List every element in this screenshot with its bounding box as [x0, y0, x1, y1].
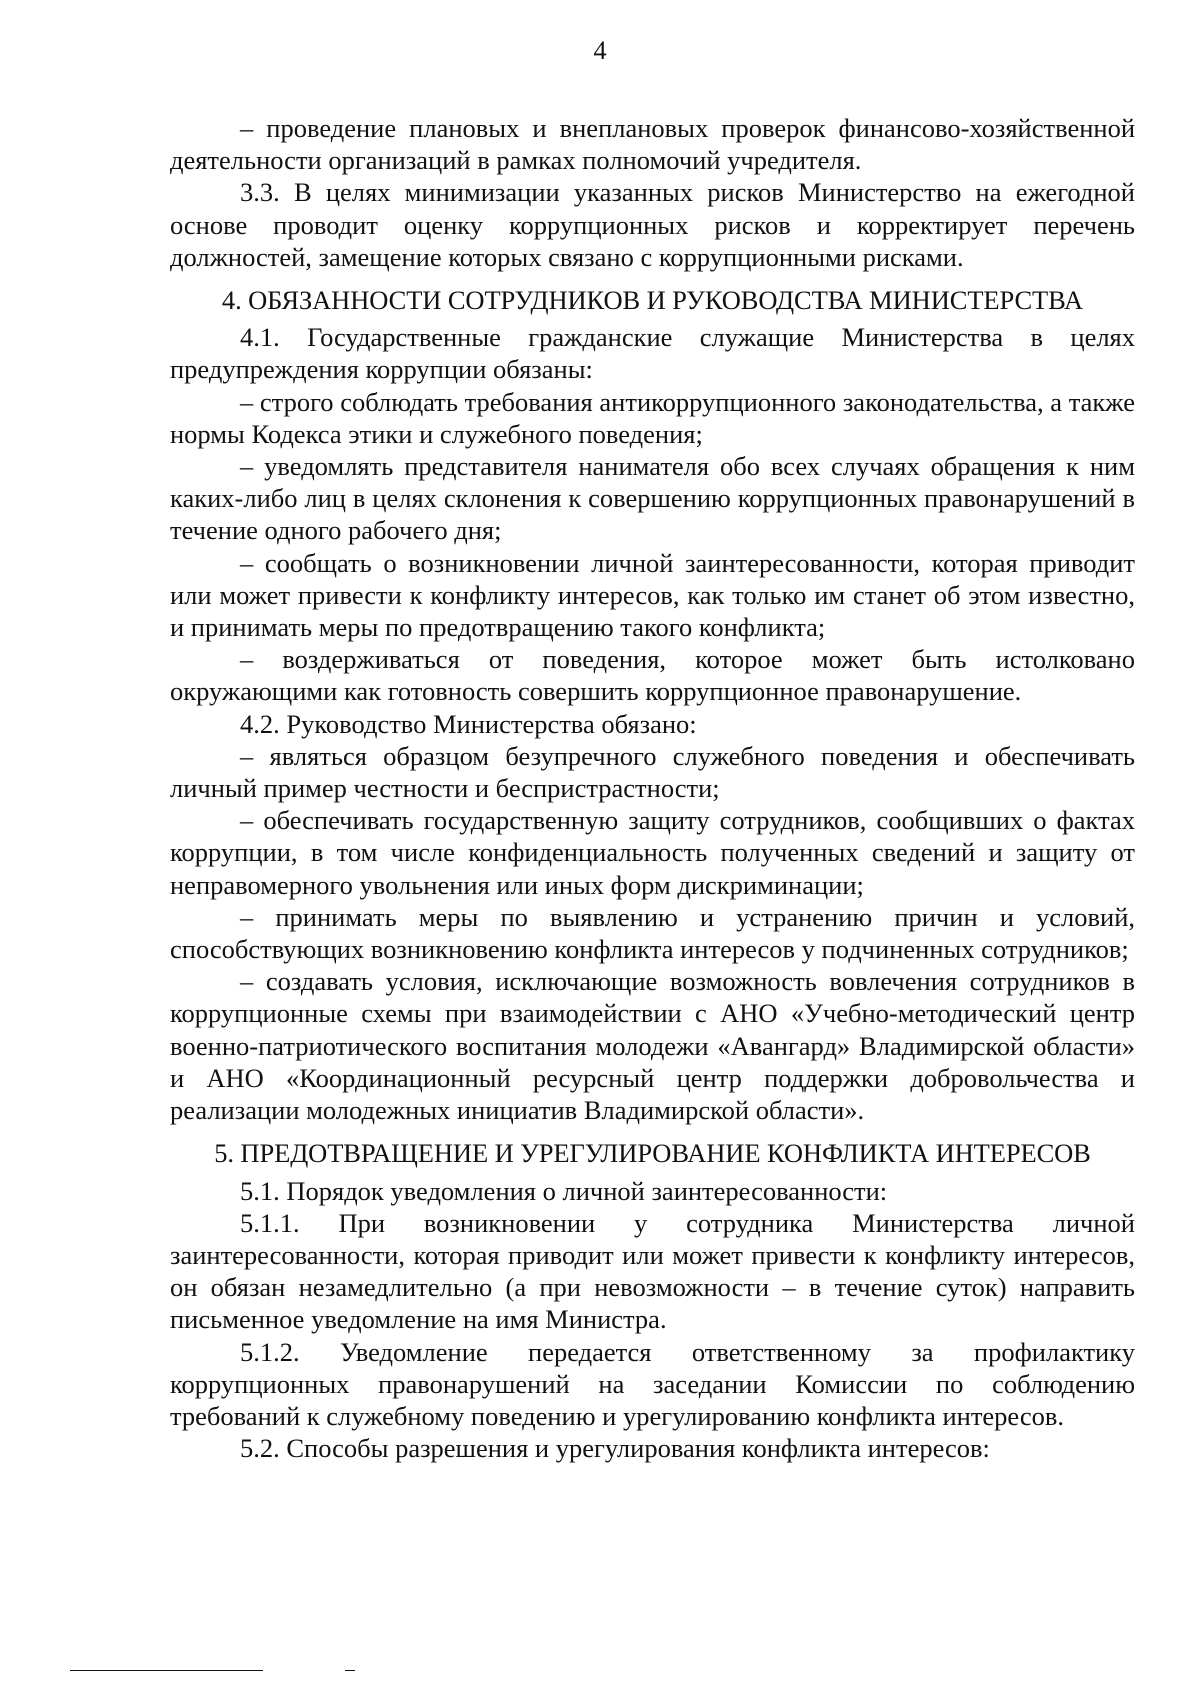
paragraph: – строго соблюдать требования антикоррупционного законодательства, а также нормы Кодекса этики и служебного поведения;	[170, 386, 1135, 449]
paragraph: – сообщать о возникновении личной заинтересованности, которая приводит или может привести к конфликту интересов, как только им станет об этом известно, и принимать меры по предотвращению такого конфликта;	[170, 547, 1135, 643]
paragraph: – обеспечивать государственную защиту сотрудников, сообщивших о фактах коррупции, в том числе конфиденциальность полученных сведений и защиту от неправомерного увольнения или иных форм дискриминации;	[170, 805, 1135, 900]
footer-mark	[345, 1670, 355, 1671]
document-body	[170, 112, 1135, 1464]
paragraph: – создавать условия, исключающие возможность вовлечения сотрудников в коррупционные схемы при взаимодействии с АНО «Учебно-методический центр военно-патриотического воспитания молодежи «Авангард» Владимирской области» и АНО «Координационный ресурсный центр поддержки добровольчества и реализации молодежных инициатив Владимирской области».	[170, 966, 1135, 1126]
page-number: 4	[593, 36, 607, 65]
paragraph: 4.2. Руководство Министерства обязано:	[240, 708, 697, 739]
paragraph: 3.3. В целях минимизации указанных рисков Министерство на ежегодной основе проводит оценку коррупционных рисков и корректирует перечень должностей, замещение которых связано с коррупционными рисками.	[170, 177, 1135, 272]
section-heading: 5. ПРЕДОТВРАЩЕНИЕ И УРЕГУЛИРОВАНИЕ КОНФЛИКТА ИНТЕРЕСОВ	[214, 1138, 1091, 1169]
paragraph: 5.2. Способы разрешения и урегулирования конфликта интересов:	[240, 1433, 990, 1464]
paragraph: – являться образцом безупречного служебного поведения и обеспечивать личный пример честности и беспристрастности;	[170, 740, 1135, 804]
paragraph: – уведомлять представителя нанимателя обо всех случаях обращения к ним каких-либо лиц в целях склонения к совершению коррупционных правонарушений в течение одного рабочего дня;	[170, 451, 1135, 546]
section-heading: 4. ОБЯЗАННОСТИ СОТРУДНИКОВ И РУКОВОДСТВА МИНИСТЕРСТВА	[221, 285, 1084, 316]
paragraph: 4.1. Государственные гражданские служащие Министерства в целях предупреждения коррупции обязаны:	[170, 322, 1135, 385]
paragraph: – проведение плановых и внеплановых проверок финансово-хозяйственной деятельности организаций в рамках полномочий учредителя.	[170, 113, 1135, 176]
paragraph: 5.1. Порядок уведомления о личной заинтересованности:	[240, 1175, 888, 1206]
footer-rule	[70, 1670, 263, 1671]
paragraph: 5.1.2. Уведомление передается ответственному за профилактику коррупционных правонарушений на заседании Комиссии по соблюдению требований к служебному поведению и урегулированию конфликта интересов.	[170, 1336, 1135, 1431]
paragraph: – принимать меры по выявлению и устранению причин и условий, способствующих возникновению конфликта интересов у подчиненных сотрудников;	[170, 901, 1135, 965]
paragraph: – воздерживаться от поведения, которое может быть истолковано окружающими как готовность совершить коррупционное правонарушение.	[170, 644, 1135, 707]
paragraph: 5.1.1. При возникновении у сотрудника Министерства личной заинтересованности, которая приводит или может привести к конфликту интересов, он обязан незамедлительно (а при невозможности – в течение суток) направить письменное уведомление на имя Министра.	[170, 1207, 1135, 1335]
